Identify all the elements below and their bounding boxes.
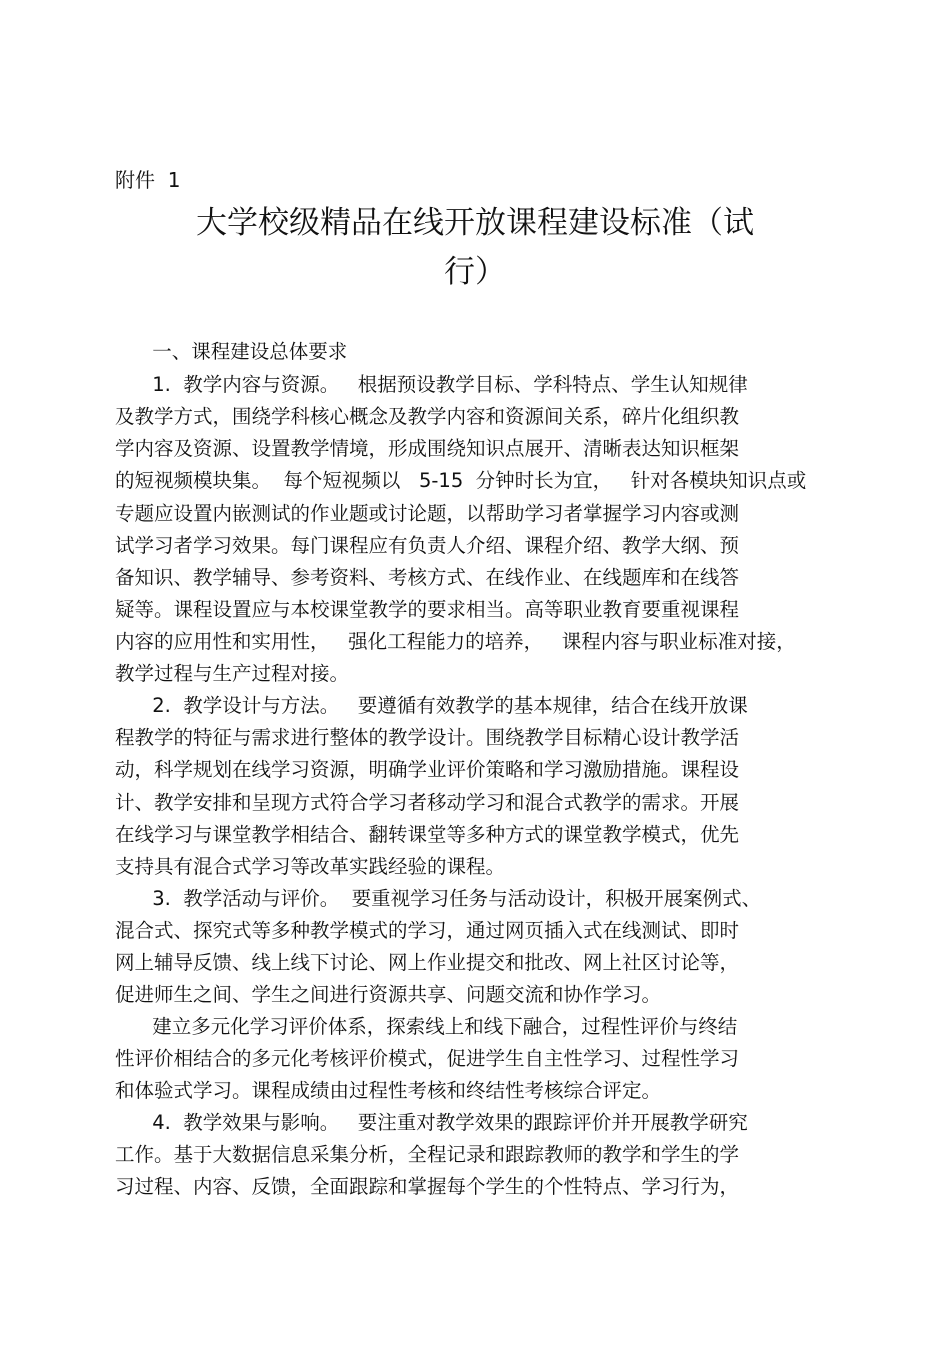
body-line: 备知识、教学辅导、参考资料、考核方式、在线作业、在线题库和在线答 bbox=[115, 566, 740, 589]
body-line: 和体验式学习。课程成绩由过程性考核和终结性考核综合评定。 bbox=[115, 1079, 662, 1102]
body-line: 3. 教学活动与评价。 要重视学习任务与活动设计，积极开展案例式、 bbox=[115, 887, 762, 910]
body-line: 专题应设置内嵌测试的作业题或讨论题，以帮助学习者掌握学习内容或测 bbox=[115, 502, 740, 525]
body-line: 动，科学规划在线学习资源，明确学业评价策略和学习激励措施。课程设 bbox=[115, 758, 740, 781]
body-line: 学内容及资源、设置教学情境，形成围绕知识点展开、清晰表达知识框架 bbox=[115, 437, 740, 460]
body-line: 内容的应用性和实用性， 强化工程能力的培养， 课程内容与职业标准对接， bbox=[115, 630, 796, 653]
body-line: 工作。基于大数据信息采集分析，全程记录和跟踪教师的教学和学生的学 bbox=[115, 1143, 740, 1166]
body-line: 在线学习与课堂教学相结合、翻转课堂等多种方式的课堂教学模式，优先 bbox=[115, 823, 740, 846]
body-line: 及教学方式，围绕学科核心概念及教学内容和资源间关系，碎片化组织教 bbox=[115, 405, 740, 428]
body-line: 建立多元化学习评价体系，探索线上和线下融合，过程性评价与终结 bbox=[115, 1015, 738, 1038]
body-line: 的短视频模块集。 每个短视频以 5-15 分钟时长为宜， 针对各模块知识点或 bbox=[115, 469, 807, 492]
document-title-line-2: 行） bbox=[444, 254, 506, 290]
body-line: 2. 教学设计与方法。 要遵循有效教学的基本规律，结合在线开放课 bbox=[115, 694, 748, 717]
attachment-label: 附件 1 bbox=[115, 168, 181, 192]
section-heading: 一、课程建设总体要求 bbox=[115, 340, 348, 363]
body-line: 促进师生之间、学生之间进行资源共享、问题交流和协作学习。 bbox=[115, 983, 662, 1006]
body-line: 试学习者学习效果。每门课程应有负责人介绍、课程介绍、教学大纲、预 bbox=[115, 534, 740, 557]
body-line: 计、教学安排和呈现方式符合学习者移动学习和混合式教学的需求。开展 bbox=[115, 791, 740, 814]
body-line: 程教学的特征与需求进行整体的教学设计。围绕教学目标精心设计教学活 bbox=[115, 726, 740, 749]
body-line: 1. 教学内容与资源。 根据预设教学目标、学科特点、学生认知规律 bbox=[115, 373, 748, 396]
body-line: 支持具有混合式学习等改革实践经验的课程。 bbox=[115, 855, 506, 878]
body-line: 混合式、探究式等多种教学模式的学习，通过网页插入式在线测试、即时 bbox=[115, 919, 740, 942]
body-line: 4. 教学效果与影响。 要注重对教学效果的跟踪评价并开展教学研究 bbox=[115, 1111, 748, 1134]
body-line: 网上辅导反馈、线上线下讨论、网上作业提交和批改、网上社区讨论等， bbox=[115, 951, 740, 974]
document-title-line-1: 大学校级精品在线开放课程建设标准（试 bbox=[196, 205, 754, 241]
body-line: 教学过程与生产过程对接。 bbox=[115, 662, 350, 685]
body-line: 性评价相结合的多元化考核评价模式，促进学生自主性学习、过程性学习 bbox=[115, 1047, 740, 1070]
body-line: 习过程、内容、反馈，全面跟踪和掌握每个学生的个性特点、学习行为， bbox=[115, 1175, 740, 1198]
body-line: 疑等。课程设置应与本校课堂教学的要求相当。高等职业教育要重视课程 bbox=[115, 598, 740, 621]
